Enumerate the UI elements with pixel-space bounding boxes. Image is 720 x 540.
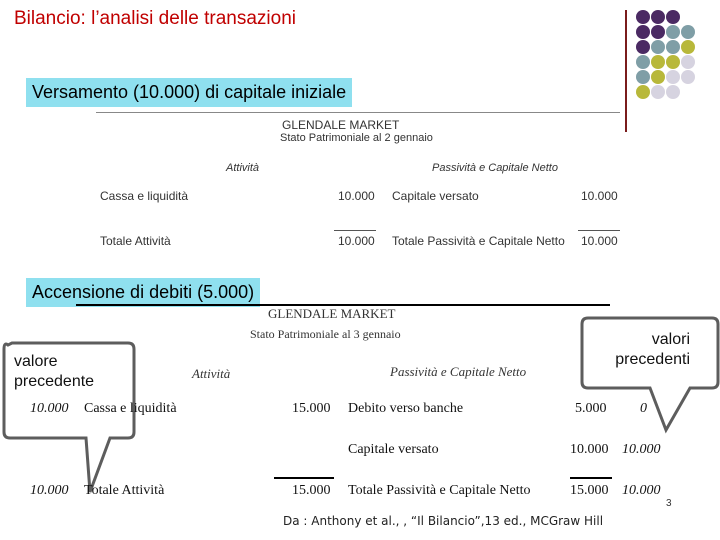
section1-liab-header: Passività e Capitale Netto	[432, 162, 558, 174]
section2-company: GLENDALE MARKET	[268, 306, 396, 321]
section2-row1-asset: Cassa e liquidità	[84, 401, 177, 416]
section1-total-asset-value: 10.000	[338, 234, 375, 248]
section1-row1-liab-value: 10.000	[581, 189, 618, 203]
section2-row1-liab: Debito verso banche	[348, 401, 464, 416]
section1-row1-liab: Capitale versato	[392, 189, 479, 203]
section2-row1-liab-previous: 0	[640, 401, 647, 416]
section2-asset-total-rule	[274, 477, 334, 479]
section2-row2-liab: Capitale versato	[348, 442, 439, 457]
callout-left-line2: precedente	[14, 373, 95, 390]
callout-right-line1: valori	[651, 331, 690, 348]
section2-total-liab-value: 15.000	[570, 483, 609, 498]
page-number: 3	[666, 498, 672, 509]
section1-total-liab-value: 10.000	[581, 234, 618, 248]
section1-top-rule	[96, 112, 620, 113]
section1-liab-total-rule	[578, 230, 620, 231]
callout-right-line2: precedenti	[615, 351, 690, 368]
slide-title: Bilancio: l’analisi delle transazioni	[14, 8, 296, 29]
section2-subtitle: Stato Patrimoniale al 3 gennaio	[250, 327, 401, 341]
section1-row1-asset-value: 10.000	[338, 189, 375, 203]
section2-liab-header: Passività e Capitale Netto	[390, 364, 527, 379]
section1-row1-asset: Cassa e liquidità	[100, 189, 189, 203]
section2-total-asset-value: 15.000	[292, 483, 331, 498]
section2-liab-total-rule	[570, 477, 612, 479]
callout-left-line1: valore	[14, 353, 58, 370]
section2-assets-header: Attività	[192, 366, 231, 381]
section2-label: Accensione di debiti (5.000)	[26, 278, 260, 307]
section2-row2-liab-value: 10.000	[570, 442, 609, 457]
section1-company: GLENDALE MARKET	[282, 118, 400, 132]
section2-row1-liab-value: 5.000	[575, 401, 607, 416]
section1-total-asset: Totale Attività	[100, 234, 171, 248]
section1-assets-header: Attività	[226, 162, 260, 174]
section2-total-liab-previous: 10.000	[622, 483, 661, 498]
source-citation: Da : Anthony et al., , “Il Bilancio”,13 ed., MCGraw Hill	[283, 514, 604, 528]
callout-left-text	[14, 352, 94, 392]
section2-row1-asset-value: 15.000	[292, 401, 331, 416]
section1-label: Versamento (10.000) di capitale iniziale	[26, 78, 352, 107]
section2-total-previous-value: 10.000	[30, 483, 69, 498]
section2-row2-liab-previous: 10.000	[622, 442, 661, 457]
section1-total-liab: Totale Passività e Capitale Netto	[392, 234, 565, 248]
section1-asset-total-rule	[334, 230, 376, 231]
section2-total-asset: Totale Attività	[84, 483, 165, 498]
section2-row1-previous-value: 10.000	[30, 401, 69, 416]
section2-total-liab: Totale Passività e Capitale Netto	[348, 483, 531, 498]
callout-right-text	[600, 330, 690, 370]
section1-subtitle: Stato Patrimoniale al 2 gennaio	[280, 132, 433, 144]
